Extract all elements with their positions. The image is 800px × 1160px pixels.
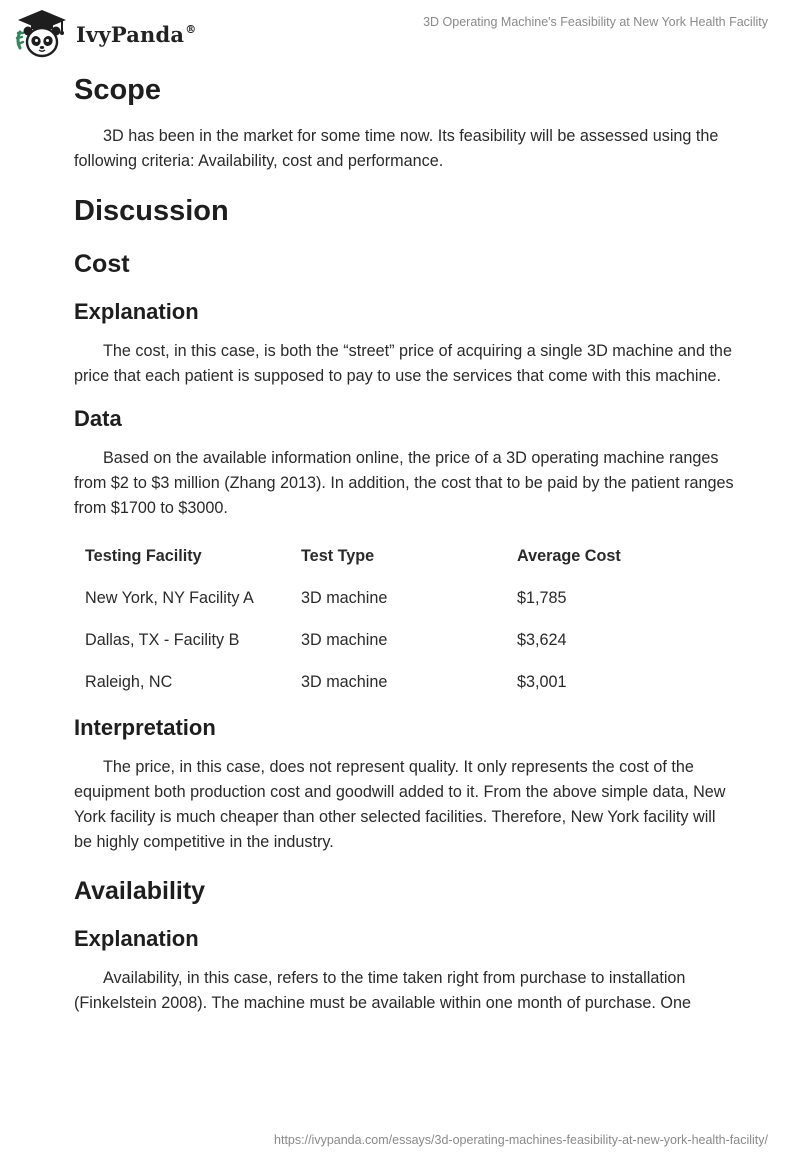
table-row [74,577,717,619]
document-title: 3D Operating Machine's Feasibility at New York Health Facility [423,15,768,29]
cell-average-cost: $3,001 [517,672,567,691]
column-header-facility: Testing Facility [85,546,202,565]
heading-availability: Availability [74,877,206,905]
column-header-average-cost: Average Cost [517,546,621,565]
heading-scope: Scope [74,74,162,106]
cell-test-type: 3D machine [301,588,388,607]
heading-availability-explanation: Explanation [74,926,199,951]
cell-test-type: 3D machine [301,630,388,649]
cell-test-type: 3D machine [301,672,388,691]
heading-cost: Cost [74,250,130,278]
table-row [74,661,717,703]
heading-cost-interpretation: Interpretation [74,715,216,740]
cell-facility: Raleigh, NC [85,672,173,691]
heading-cost-explanation: Explanation [74,299,199,324]
cell-average-cost: $1,785 [517,588,567,607]
cost-table [74,535,717,703]
table-header-row [74,535,717,577]
panda-graduate-icon [14,8,70,60]
paragraph-cost-interpretation: The price, in this case, does not represent quality. It only represents the cost of the equipment both production cost and goodwill added to it. From the above simple data, New York facility is much cheaper than other selected facilities. Therefore, New York facility will be highly competitive in the industry. [74,758,726,851]
paragraph-availability-explanation: Availability, in this case, refers to the time taken right from purchase to installation (Finkelstein 2008). The machine must be available within one month of purchase. One [74,969,691,1012]
cell-facility: Dallas, TX - Facility B [85,630,240,649]
cell-facility: New York, NY Facility A [85,588,254,607]
cell-average-cost: $3,624 [517,630,567,649]
essay-content [74,70,734,1016]
heading-cost-data: Data [74,406,122,431]
paragraph-cost-data: Based on the available information online, the price of a 3D operating machine ranges from $2 to $3 million (Zhang 2013). In addition, the cost that to be paid by the patient ranges from $1700 to $3000. [74,449,734,517]
source-url-link[interactable]: https://ivypanda.com/essays/3d-operating-machines-feasibility-at-new-york-health-facility/ [274,1133,768,1147]
paragraph-scope: 3D has been in the market for some time now. Its feasibility will be assessed using the following criteria: Availability, cost and performance. [74,127,719,170]
brand-logo[interactable] [14,8,196,60]
brand-name: IvyPanda® [76,21,197,47]
paragraph-cost-explanation: The cost, in this case, is both the “street” price of acquiring a single 3D machine and the price that each patient is supposed to pay to use the services that come with this machine. [74,342,732,385]
column-header-test-type: Test Type [301,546,375,565]
heading-discussion: Discussion [74,195,229,227]
table-row [74,619,717,661]
page-header [0,0,800,70]
